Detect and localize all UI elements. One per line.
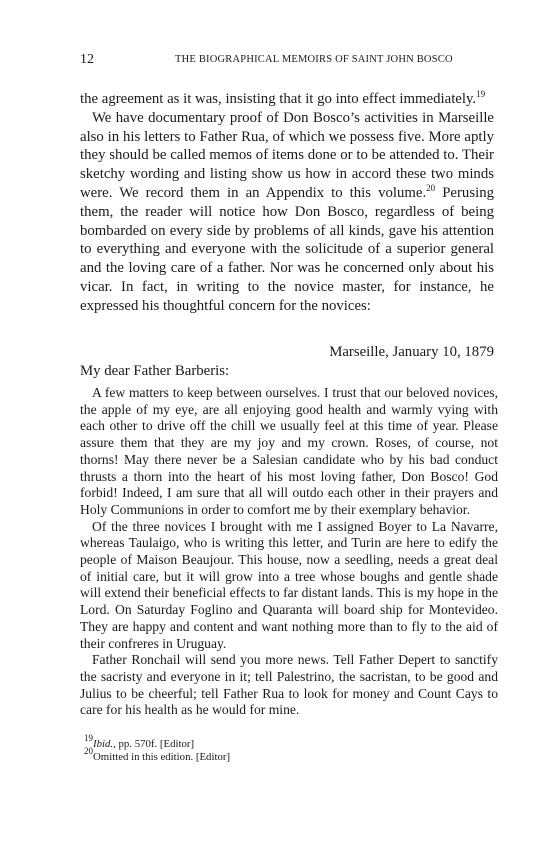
footnote-ref-20: 20	[426, 182, 436, 193]
letter-salutation: My dear Father Barberis:	[80, 363, 230, 379]
page-number: 12	[80, 52, 94, 67]
paragraph-2-text-a: We have documentary proof of Don Bosco’s activities in Marseille also in his letters to Father Rua, of which we possess five. More aptly they should be called memos of items done or to be attended to. Their sketchy wording and listing show us how in accord these two minds were. We record them in an Appendix to this volume.	[80, 109, 494, 201]
paragraph-1-text: the agreement as it was, insisting that it go into effect immediately.	[80, 91, 477, 107]
letter-paragraph-2: Of the three novices I brought with me I assigned Boyer to La Navarre, whereas Taulaigo, who is writing this letter, and Turin are here to edify the people of Maison Beaujour. This house, now a seedling, needs a great deal of initial care, but it will grow into a tree whose boughs and gentle shade will extend their beneficial effects to far distant lands. This is my hope in the Lord. On Saturday Foglino and Quaranta will board ship for Montevideo. They are happy and content and want nothing more than to fly to the aid of their confreres in Uruguay.	[80, 518, 498, 651]
footnote-20	[84, 746, 231, 764]
footnote-ref-19: 19	[476, 89, 486, 99]
paragraph-2-text-b: Perusing them, the reader will notice how Don Bosco, regardless of being bombarded on every side by problems of all kinds, gave his attention to everything and everyone with the solicitude of a superior general and the loving care of a father. Nor was he concerned only about his vicar. In fact, in writing to the novice master, for instance, he expressed his thoughtful concern for the novices:	[80, 184, 494, 314]
running-head: THE BIOGRAPHICAL MEMOIRS OF SAINT JOHN BOSCO	[175, 54, 453, 65]
page-header	[80, 52, 510, 68]
letter-dateline: Marseille, January 10, 1879	[329, 344, 494, 360]
footnotes	[84, 733, 231, 764]
footnote-20-number: 20	[84, 746, 93, 756]
letter-body	[80, 385, 498, 719]
footnote-19-ibid: Ibid.	[93, 738, 114, 750]
footnote-19	[84, 733, 230, 751]
paragraph-1	[80, 90, 494, 109]
footnote-19-text: , pp. 570f. [Editor]	[113, 738, 195, 750]
footnote-19-number: 19	[84, 733, 93, 743]
footnote-20-text: Omitted in this edition. [Editor]	[93, 751, 231, 763]
letter-paragraph-1: A few matters to keep between ourselves. I trust that our beloved novices, the apple of my eye, are all enjoying good health and warmly vying with each other to drive off the chill we usually feel at this time of year. Please assure them that they are my joy and my crown. Roses, of course, not thorns! May there never be a Salesian candidate who by his bad conduct thrusts a thorn into the heart of his most loving father, Don Bosco! God forbid! Indeed, I am sure that all will outdo each other in their prayers and Holy Communions in order to comfort me by their exemplary behavior.	[80, 385, 498, 517]
body-text	[80, 90, 494, 316]
letter-paragraph-3: Father Ronchail will send you more news. Tell Father Depert to sanctify the sacristy and everyone in it; tell Palestrino, the sacristan, to be good and Julius to be cheerful; tell Father Rua to look for money and Count Cays to care for his health as he would for mine.	[80, 652, 498, 718]
paragraph-2	[80, 109, 494, 316]
